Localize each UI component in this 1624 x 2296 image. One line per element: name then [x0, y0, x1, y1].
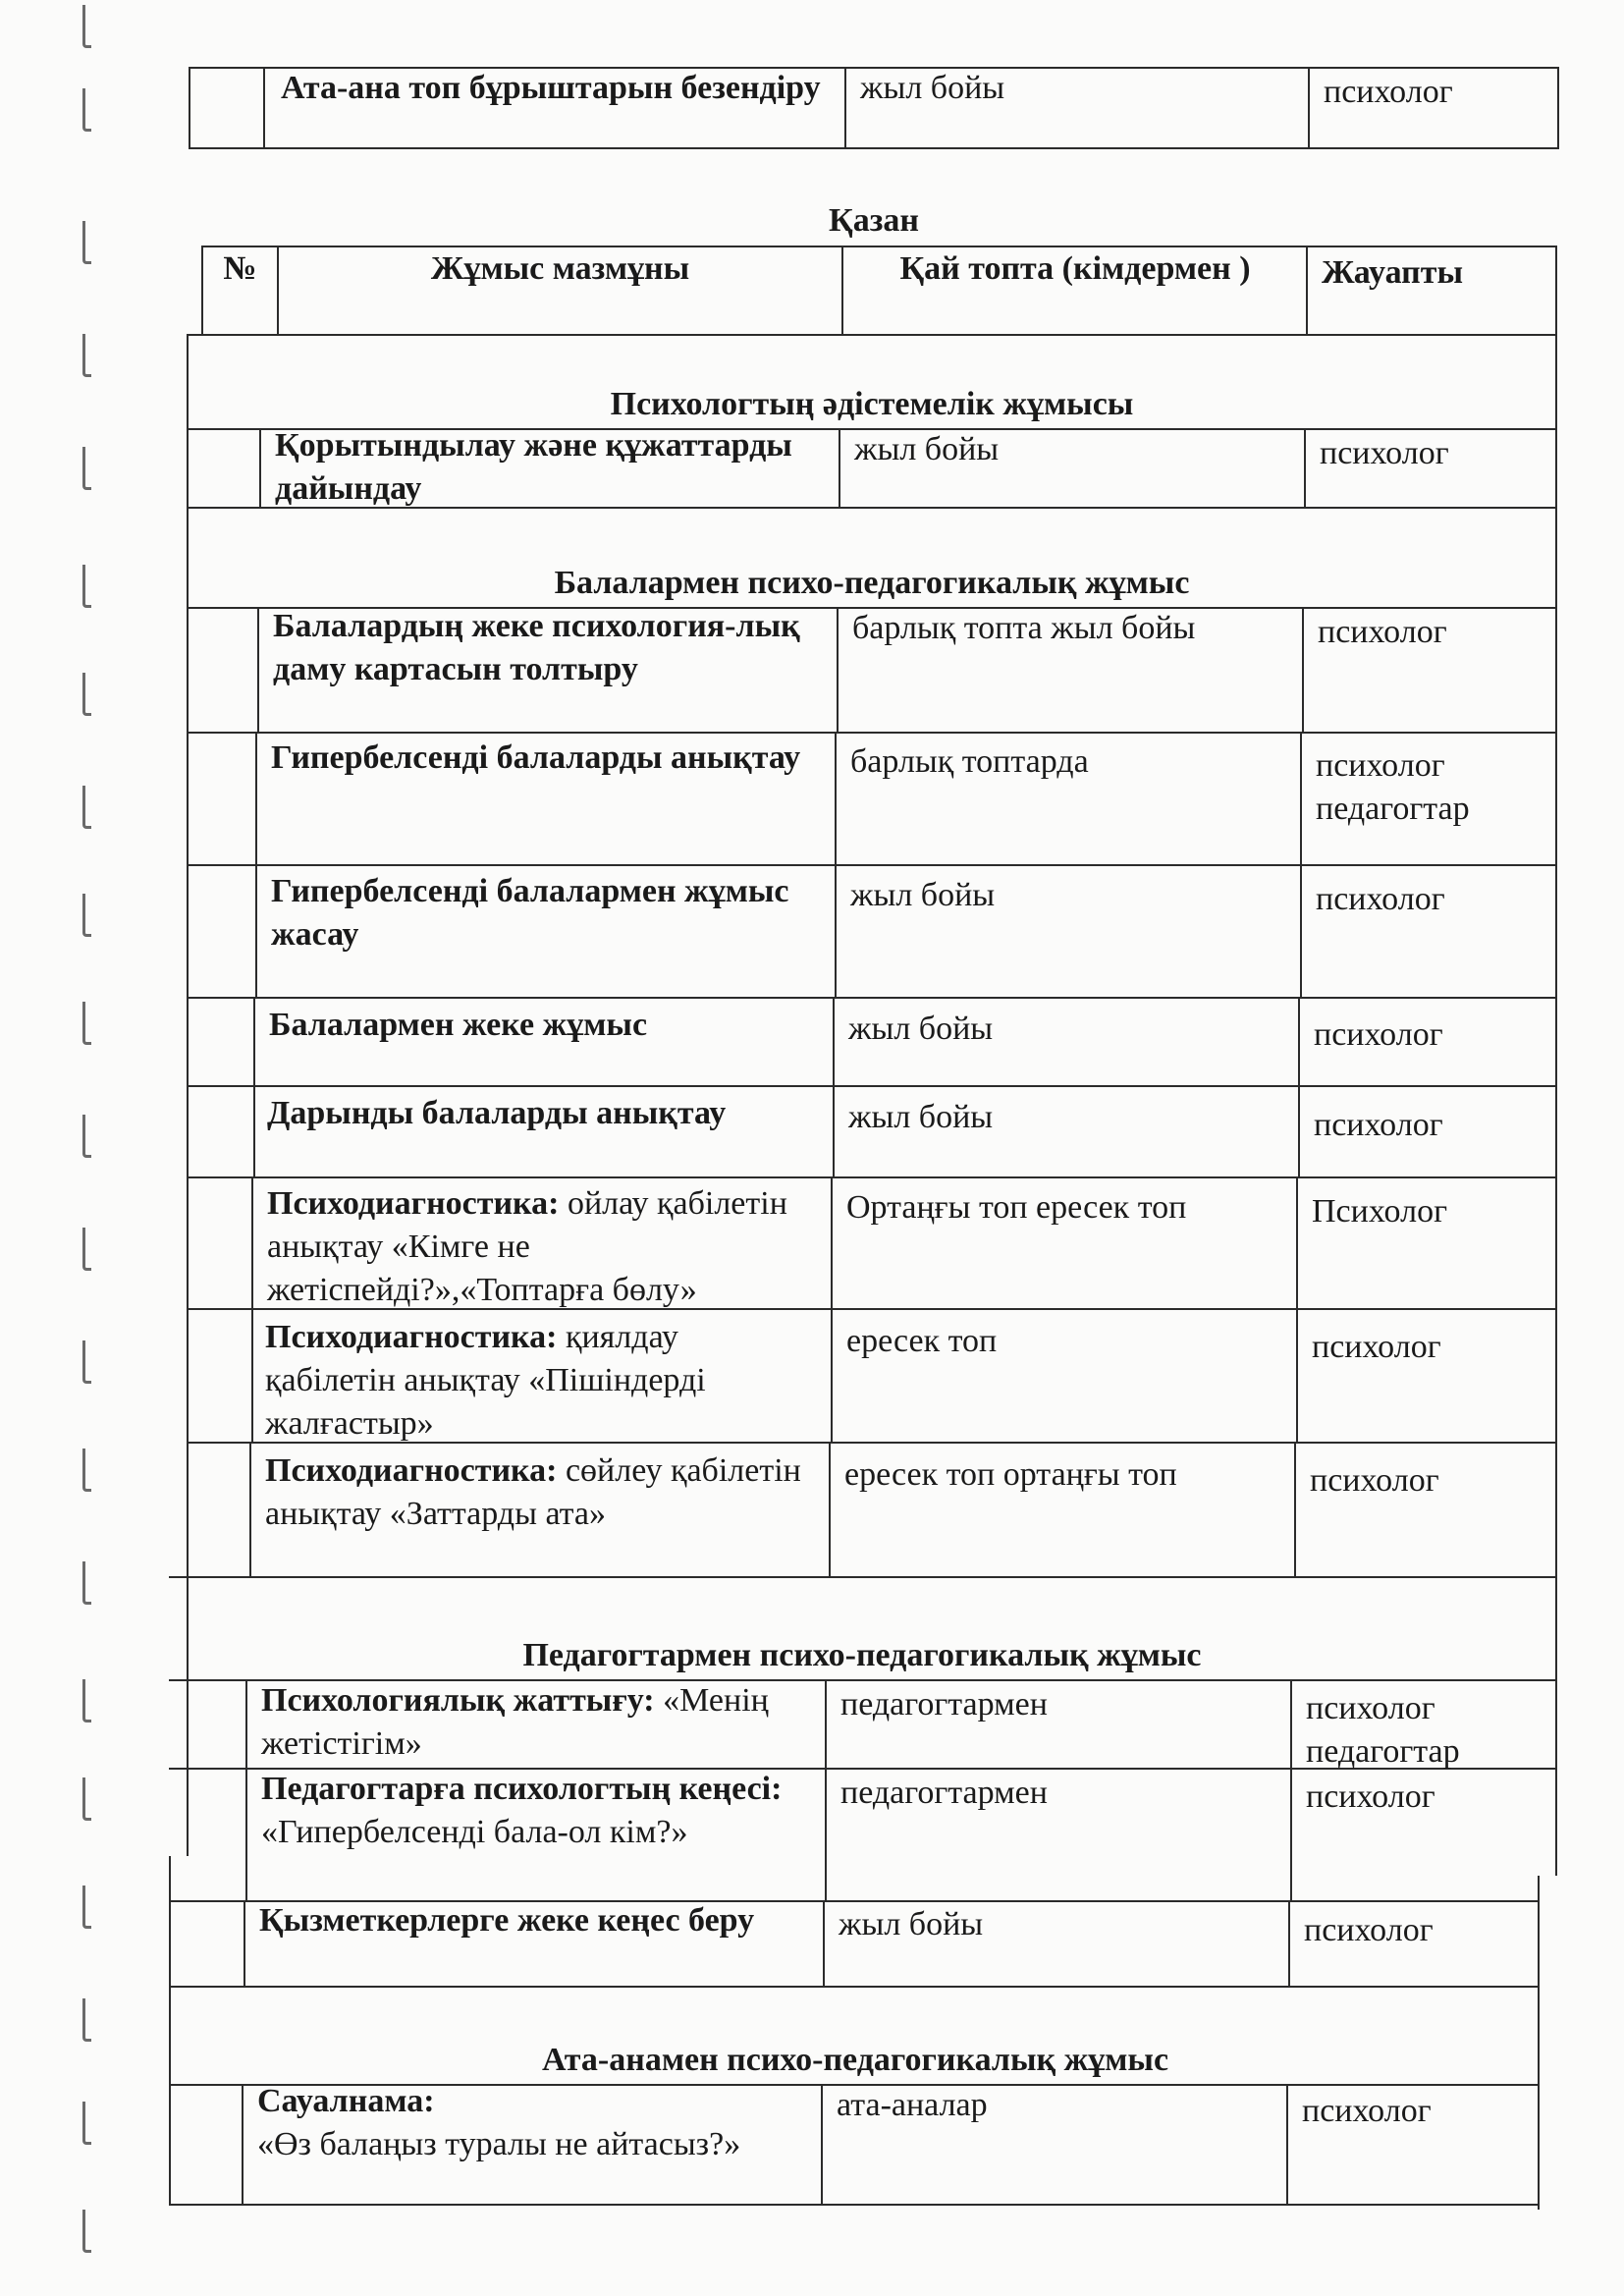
row-content-text: ойлау қабілетін анықтау «Кімге не жетіспейді?»,«Топтарға бөлу»: [267, 1185, 787, 1308]
row-responsible: психолог: [1320, 435, 1449, 471]
top-row-responsible: психолог: [1324, 74, 1453, 110]
row-group: жыл бойы: [848, 1099, 994, 1135]
binder-hole-mark: [82, 1679, 91, 1722]
binder-hole-mark: [82, 1340, 91, 1384]
row-content-label: Психодиагностика:: [265, 1319, 558, 1355]
section-title-children: Балалармен психо-педагогикалық жұмыс: [554, 565, 1190, 601]
row-responsible: психолог: [1310, 1462, 1439, 1499]
row-group: жыл бойы: [854, 431, 1000, 467]
row-content: [265, 1316, 815, 1446]
binder-hole-mark: [82, 88, 91, 132]
row-content: [261, 1768, 811, 1854]
row-group: барлық топтарда: [850, 743, 1089, 780]
row-content: Балалармен жеке жұмыс: [269, 1007, 648, 1043]
row-group: жыл бойы: [850, 877, 996, 913]
row-content-text: «Гипербелсенді бала-ол кім?»: [261, 1814, 688, 1850]
row-content-text: қиялдау қабілетін анықтау «Пішіндерді жалғастыр»: [265, 1319, 706, 1442]
month-heading: Қазан: [829, 202, 919, 239]
row-content-label: Сауалнама:: [257, 2083, 435, 2119]
section-title-parents: Ата-анамен психо-педагогикалық жұмыс: [541, 2042, 1169, 2078]
row-content: Дарынды балаларды анықтау: [267, 1095, 727, 1131]
header-content: Жұмыс мазмұны: [430, 250, 690, 287]
row-responsible: психолог: [1314, 1107, 1443, 1143]
row-group: ересек топ: [846, 1323, 998, 1359]
row-content: [261, 1679, 811, 1766]
binder-hole-mark: [82, 565, 91, 608]
top-row-group: жыл бойы: [860, 70, 1005, 106]
binder-hole-mark: [82, 2102, 91, 2145]
row-responsible: психолог: [1302, 2093, 1432, 2129]
top-row-content: Ата-ана топ бұрыштарын безендіру: [281, 70, 821, 106]
binder-hole-mark: [82, 1115, 91, 1158]
binder-margin: [0, 0, 108, 2296]
row-content-label: Психодиагностика:: [267, 1185, 560, 1222]
binder-hole-mark: [82, 1561, 91, 1605]
row-content: [267, 1182, 817, 1312]
row-content: [257, 2080, 807, 2166]
header-group: Қай топта (кімдермен ): [899, 250, 1251, 287]
header-num: №: [223, 250, 257, 287]
row-responsible: психолог: [1314, 1016, 1443, 1053]
row-group: Ортаңғы топ ересек топ: [846, 1189, 1187, 1226]
binder-hole-mark: [82, 2210, 91, 2253]
row-content: Қызметкерлерге жеке кеңес беру: [259, 1902, 755, 1939]
row-responsible: психолог: [1312, 1329, 1441, 1365]
row-responsible: психолог педагогтар: [1316, 747, 1470, 827]
row-content-text: «Менің жетістігім»: [261, 1682, 769, 1762]
row-group: ата-аналар: [837, 2087, 988, 2123]
row-responsible: Психолог: [1312, 1193, 1448, 1230]
binder-hole-mark: [82, 673, 91, 716]
row-responsible: психолог: [1304, 1912, 1434, 1948]
row-content-label: Психологиялық жаттығу:: [261, 1682, 655, 1719]
binder-hole-mark: [82, 1998, 91, 2042]
row-responsible: психолог: [1318, 614, 1447, 650]
row-responsible: психолог педагогтар: [1306, 1690, 1460, 1770]
row-content: Қорытындылау және құжаттарды дайындау: [275, 427, 792, 507]
header-responsible: Жауапты: [1322, 254, 1463, 291]
row-content-label: Психодиагностика:: [265, 1452, 558, 1489]
binder-hole-mark: [82, 334, 91, 377]
row-group: жыл бойы: [848, 1011, 994, 1047]
row-group: ересек топ ортаңғы топ: [844, 1456, 1177, 1493]
binder-hole-mark: [82, 894, 91, 937]
row-content: [265, 1449, 815, 1536]
binder-hole-mark: [82, 221, 91, 264]
row-group: педагогтармен: [840, 1775, 1048, 1811]
binder-hole-mark: [82, 447, 91, 490]
binder-hole-mark: [82, 786, 91, 829]
row-group: барлық топта жыл бойы: [852, 610, 1196, 646]
row-content: Гипербелсенді балаларды анықтау: [271, 739, 801, 776]
binder-hole-mark: [82, 5, 91, 48]
row-responsible: психолог: [1306, 1778, 1435, 1815]
row-group: жыл бойы: [839, 1906, 984, 1942]
binder-hole-mark: [82, 1002, 91, 1045]
binder-hole-mark: [82, 1886, 91, 1929]
binder-hole-mark: [82, 1449, 91, 1492]
row-content: Гипербелсенді балалармен жұмыс жасау: [271, 873, 789, 953]
row-content-text: «Өз балаңыз туралы не айтасыз?»: [257, 2126, 741, 2162]
row-content: Балалардың жеке психология-лық даму картасын толтыру: [273, 608, 800, 687]
binder-hole-mark: [82, 1228, 91, 1271]
row-group: педагогтармен: [840, 1686, 1048, 1722]
binder-hole-mark: [82, 1777, 91, 1821]
section-title-teachers: Педагогтармен психо-педагогикалық жұмыс: [522, 1637, 1202, 1673]
section-title-methodical: Психологтың әдістемелік жұмысы: [610, 386, 1134, 422]
row-responsible: психолог: [1316, 881, 1445, 917]
row-content-text: сөйлеу қабілетін анықтау «Заттарды ата»: [265, 1452, 801, 1532]
row-content-label: Педагогтарға психологтың кеңесі:: [261, 1771, 783, 1807]
